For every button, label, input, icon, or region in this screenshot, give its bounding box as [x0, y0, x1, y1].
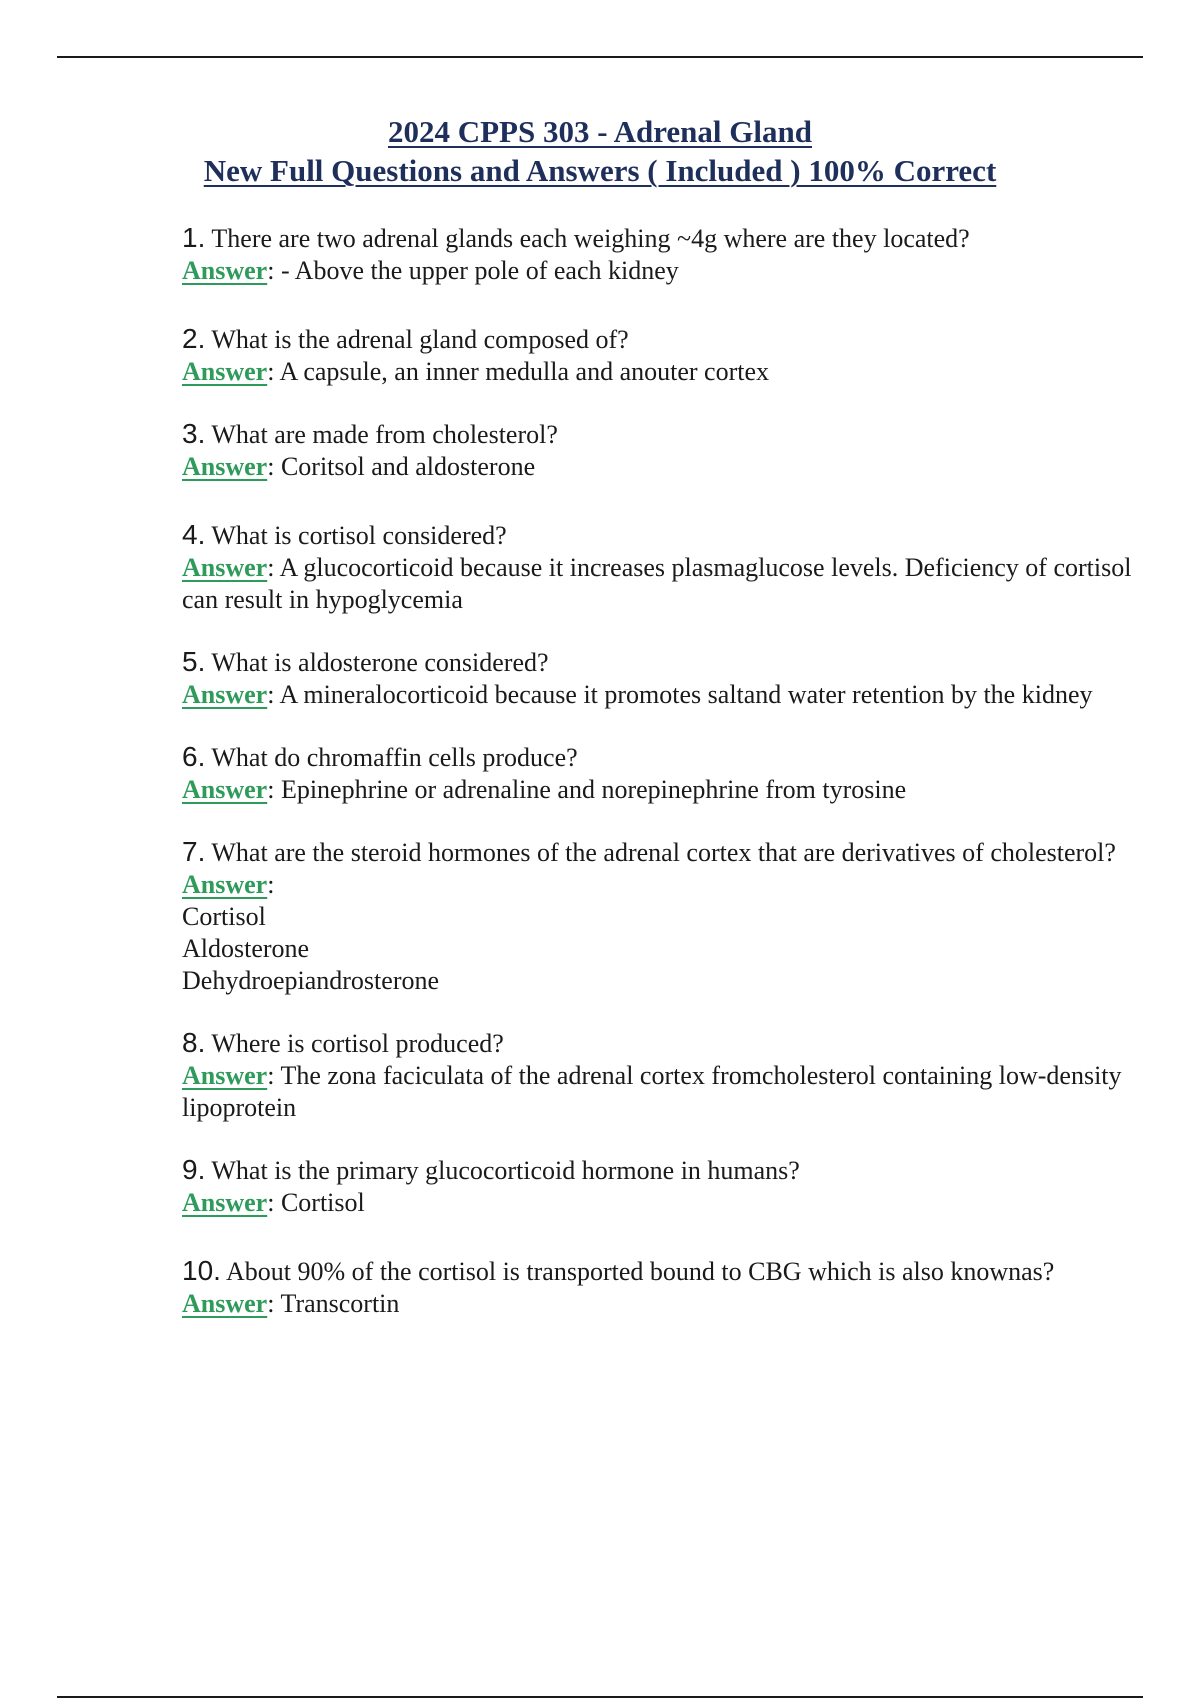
question: [182, 222, 1132, 255]
question-text: What are made from cholesterol?: [211, 420, 558, 449]
answer-text: : A capsule, an inner medulla and anouter cortex: [267, 357, 769, 386]
bottom-rule: [57, 1696, 1143, 1698]
answer-text: :: [267, 870, 275, 899]
answer-label: Answer: [182, 1188, 268, 1217]
qa-item: [182, 222, 1132, 287]
question-number: 9.: [182, 1154, 206, 1185]
qa-item: [182, 418, 1132, 483]
question-number: 1.: [182, 222, 206, 253]
answer: [182, 552, 1132, 616]
answer: [182, 1288, 1132, 1320]
question-number: 8.: [182, 1027, 206, 1058]
question-text: What do chromaffin cells produce?: [211, 743, 578, 772]
answer-text: : Transcortin: [267, 1289, 400, 1318]
question: [182, 519, 1132, 552]
answer-label: Answer: [182, 680, 268, 709]
qa-item: [182, 1255, 1132, 1320]
top-rule: [57, 56, 1143, 58]
answer-label: Answer: [182, 870, 268, 899]
answer-line: Cortisol: [182, 902, 266, 931]
answer: [182, 255, 1132, 287]
question-text: About 90% of the cortisol is transported bound to CBG which is also knownas?: [226, 1257, 1055, 1286]
answer-line: Aldosterone: [182, 934, 310, 963]
question-number: 10.: [182, 1255, 221, 1286]
question-number: 3.: [182, 418, 206, 449]
answer-text: : Coritsol and aldosterone: [267, 452, 536, 481]
title-line-1: 2024 CPPS 303 - Adrenal Gland: [387, 114, 812, 149]
answer-text: : Cortisol: [267, 1188, 365, 1217]
question-number: 4.: [182, 519, 206, 550]
qa-list: [182, 222, 1132, 1320]
question-number: 2.: [182, 323, 206, 354]
question: [182, 646, 1132, 679]
question: [182, 1154, 1132, 1187]
answer: [182, 1060, 1132, 1124]
answer: [182, 869, 1132, 901]
answer: [182, 451, 1132, 483]
question-text: What are the steroid hormones of the adrenal cortex that are derivatives of cholesterol?: [211, 838, 1116, 867]
qa-item: [182, 1154, 1132, 1219]
answer: [182, 774, 1132, 806]
answer-label: Answer: [182, 1289, 268, 1318]
answer-text: : The zona faciculata of the adrenal cortex fromcholesterol containing low-density lipoprotein: [182, 1061, 1122, 1122]
question: [182, 836, 1132, 869]
answer-label: Answer: [182, 256, 268, 285]
question: [182, 1255, 1132, 1288]
answer-label: Answer: [182, 553, 268, 582]
question-number: 7.: [182, 836, 206, 867]
answer-label: Answer: [182, 357, 268, 386]
answer-text: : A glucocorticoid because it increases plasmaglucose levels. Deficiency of cortisol can result in hypoglycemia: [182, 553, 1132, 614]
qa-item: [182, 323, 1132, 388]
question-text: What is the adrenal gland composed of?: [211, 325, 629, 354]
question: [182, 323, 1132, 356]
answer-label: Answer: [182, 775, 268, 804]
qa-item: [182, 836, 1132, 997]
question-text: There are two adrenal glands each weighing ~4g where are they located?: [211, 224, 970, 253]
qa-item: [182, 1027, 1132, 1124]
answer-text: : Epinephrine or adrenaline and norepinephrine from tyrosine: [267, 775, 907, 804]
question: [182, 1027, 1132, 1060]
question-text: Where is cortisol produced?: [211, 1029, 504, 1058]
answer-label: Answer: [182, 452, 268, 481]
question: [182, 741, 1132, 774]
answer-text: : - Above the upper pole of each kidney: [267, 256, 679, 285]
qa-item: [182, 519, 1132, 616]
qa-item: [182, 741, 1132, 806]
question-text: What is aldosterone considered?: [211, 648, 549, 677]
answer-text: : A mineralocorticoid because it promotes saltand water retention by the kidney: [267, 680, 1093, 709]
answer: [182, 356, 1132, 388]
question-number: 5.: [182, 646, 206, 677]
answer-label: Answer: [182, 1061, 268, 1090]
page-title: [0, 112, 1200, 190]
qa-item: [182, 646, 1132, 711]
question-text: What is cortisol considered?: [211, 521, 507, 550]
answer: [182, 679, 1132, 711]
answer: [182, 1187, 1132, 1219]
title-line-2: New Full Questions and Answers ( Included ) 100% Correct: [203, 153, 997, 188]
question-number: 6.: [182, 741, 206, 772]
question: [182, 418, 1132, 451]
question-text: What is the primary glucocorticoid hormone in humans?: [211, 1156, 800, 1185]
answer-line: Dehydroepiandrosterone: [182, 966, 440, 995]
